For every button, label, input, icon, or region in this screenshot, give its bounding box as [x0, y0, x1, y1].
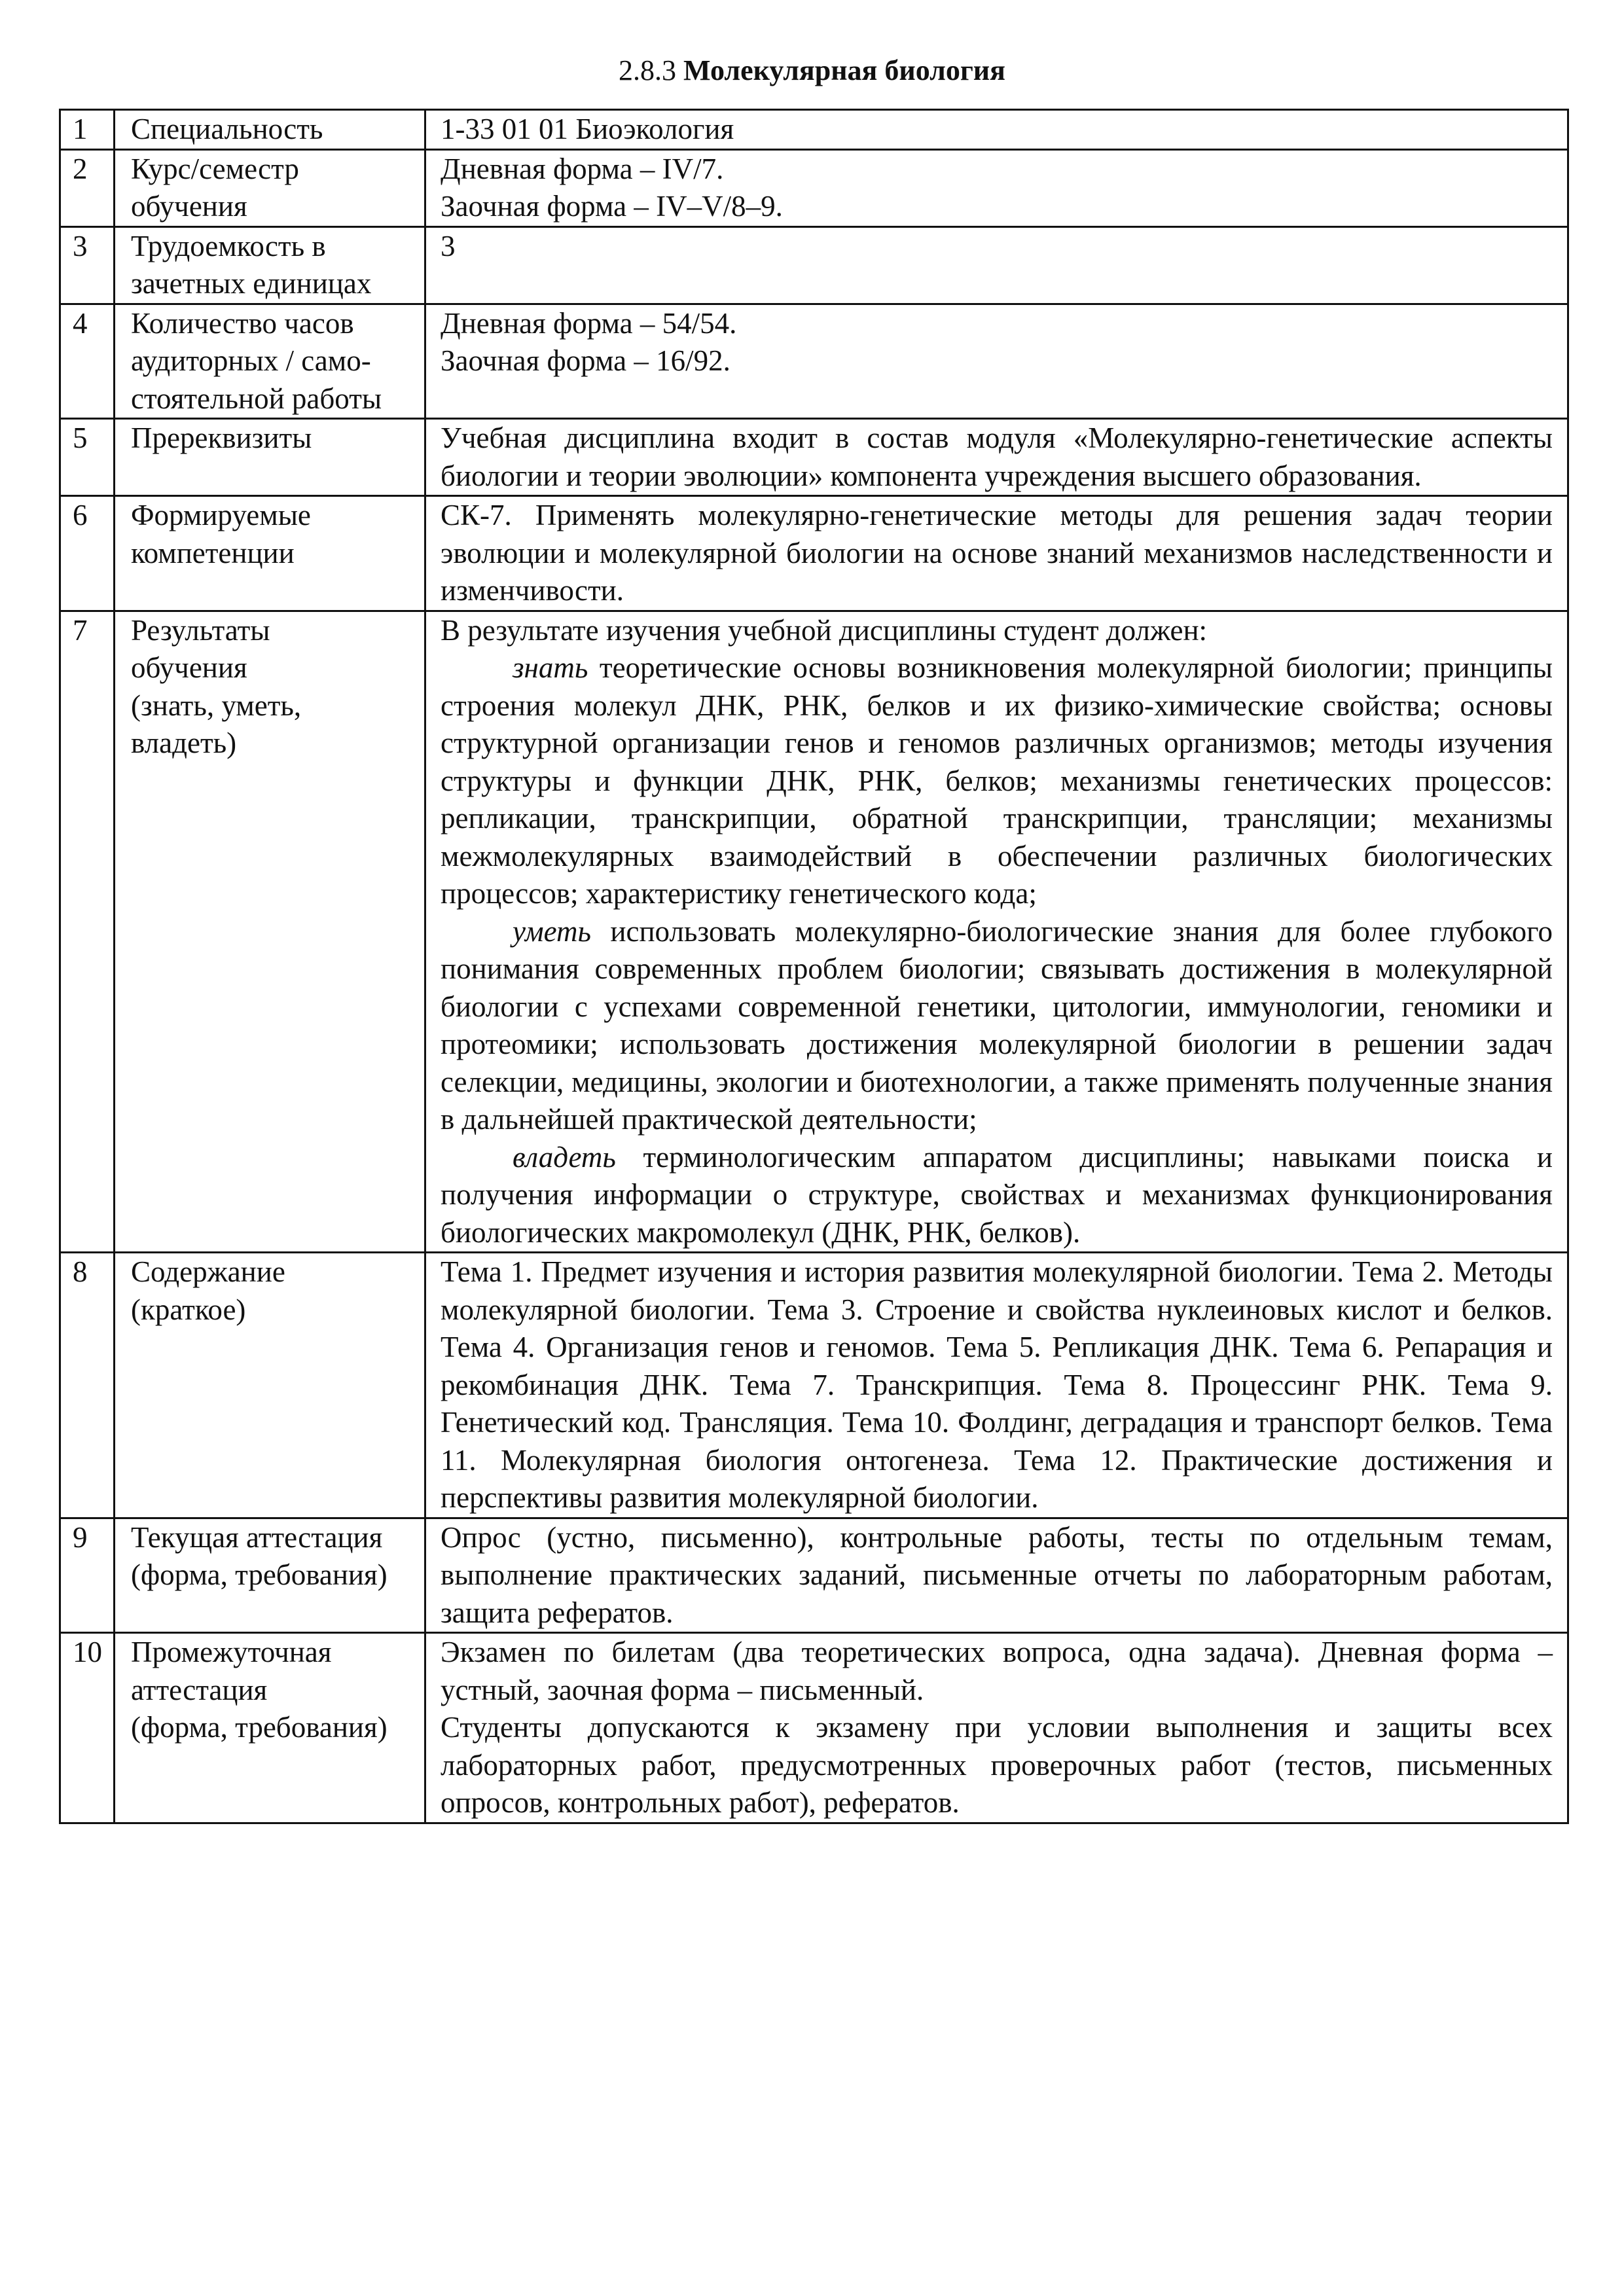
table-row: [60, 419, 1568, 496]
row-label: [115, 496, 425, 611]
section-heading: [0, 52, 1624, 89]
row-value-line: 1-33 01 01 Биоэкология: [441, 113, 734, 145]
discipline-spec-table: [59, 109, 1569, 1824]
row-value: [425, 1633, 1568, 1823]
row-label-line: зачетных единицах: [131, 267, 372, 300]
keyword-know: знать: [513, 651, 588, 684]
row-number: 9: [60, 1518, 115, 1633]
row-number: 10: [60, 1633, 115, 1823]
table-row: [60, 149, 1568, 226]
section-number: 2.8.3: [619, 54, 677, 86]
table-row: [60, 226, 1568, 304]
learning-outcomes-own: [441, 1139, 1553, 1252]
row-label: [115, 611, 425, 1253]
row-value-line: 3: [441, 229, 456, 262]
row-label: [115, 1633, 425, 1823]
row-label: [115, 226, 425, 304]
row-value-line: Дневная форма – 54/54.: [441, 306, 737, 340]
row-label-line: Формируемые: [131, 499, 311, 531]
row-label-line: Пререквизиты: [131, 422, 312, 454]
row-number: 3: [60, 226, 115, 304]
row-value: [425, 226, 1568, 304]
row-value: Тема 1. Предмет изучения и история развития молекулярной биологии. Тема 2. Методы молекулярной биологии. Тема 3. Строение и свойства нуклеиновых кислот и белков. Тема 4. Организация генов и геномов. Тема 5. Репликация ДНК. Тема 6. Репарация и рекомбинация ДНК. Тема 7. Транскрипция. Тема 8. Процессинг РНК. Тема 9. Генетический код. Трансляция. Тема 10. Фолдинг, деградация и транспорт белков. Тема 11. Молекулярная биология онтогенеза. Тема 12. Практические достижения и перспективы развития молекулярной биологии.: [425, 1253, 1568, 1518]
row-number: 5: [60, 419, 115, 496]
row-label-line: Количество часов: [131, 306, 354, 340]
row-label-line: Текущая аттестация: [131, 1520, 383, 1554]
table-row: [60, 110, 1568, 150]
row-label: [115, 110, 425, 150]
row-number: 7: [60, 611, 115, 1253]
row-number: 4: [60, 304, 115, 419]
row-value: [425, 110, 1568, 150]
row-label-line: обучения: [131, 190, 247, 223]
table-row: [60, 611, 1568, 1253]
row-label-line: Специальность: [131, 113, 323, 145]
table-row: [60, 1253, 1568, 1518]
row-label-line: Промежуточная: [131, 1636, 332, 1668]
row-value-line: Заочная форма – IV–V/8–9.: [441, 190, 783, 223]
row-label-line: (краткое): [131, 1293, 246, 1326]
row-value: СК-7. Применять молекулярно-генетические методы для решения задач теории эволюции и молекулярной биологии на основе знаний механизмов наследственности и изменчивости.: [425, 496, 1568, 611]
row-label-line: стоятельной работы: [131, 382, 382, 415]
row-value: Учебная дисциплина входит в состав модуля «Молекулярно-генетические аспекты биологии и теории эволюции» компонента учреждения высшего образования.: [425, 419, 1568, 496]
row-number: 2: [60, 149, 115, 226]
row-label-line: (форма, требования): [131, 1558, 388, 1591]
row-label: [115, 1518, 425, 1633]
row-number: 8: [60, 1253, 115, 1518]
exam-format-text: Экзамен по билетам (два теоретических вопроса, одна задача). Дневная форма – устный, заочная форма – письменный.: [441, 1636, 1553, 1706]
row-label: [115, 149, 425, 226]
learning-outcomes-can: [441, 913, 1553, 1139]
row-value: [425, 149, 1568, 226]
section-title: Молекулярная биология: [683, 54, 1005, 86]
learning-outcomes-intro: В результате изучения учебной дисциплины студент должен:: [441, 613, 1208, 647]
can-text: использовать молекулярно-биологические знания для более глубокого понимания современных проблем биологии; связывать достижения в молекулярной биологии с успехами современной генетики, цитологии, иммунологии, геномики и протеомики; использовать достижения молекулярной биологии в решении задач селекции, медицины, экологии и биотехнологии, а также применять полученные знания в дальнейшей практической деятельности;: [441, 914, 1553, 1136]
own-text: терминологическим аппаратом дисциплины; навыками поиска и получения информации о структуре, свойствах и механизмах функционирования биологических макромолекул (ДНК, РНК, белков).: [441, 1140, 1553, 1249]
table-row: [60, 304, 1568, 419]
table-row: [60, 496, 1568, 611]
row-label-line: компетенции: [131, 536, 295, 569]
row-label: [115, 419, 425, 496]
row-number: 1: [60, 110, 115, 150]
keyword-own: владеть: [513, 1140, 616, 1174]
row-value: [425, 304, 1568, 419]
table-row: [60, 1633, 1568, 1823]
row-label: [115, 1253, 425, 1518]
row-label-line: аттестация: [131, 1673, 268, 1706]
row-value-line: Дневная форма – IV/7.: [441, 152, 724, 185]
row-label-line: Курс/семестр: [131, 152, 299, 185]
row-label-line: аудиторных / само-: [131, 344, 371, 377]
row-value: Опрос (устно, письменно), контрольные работы, тесты по отдельным темам, выполнение практических заданий, письменные отчеты по лабораторным работам, защита рефератов.: [425, 1518, 1568, 1633]
row-label-line: Результаты: [131, 613, 270, 647]
row-label-line: обучения: [131, 651, 247, 684]
row-value: [425, 611, 1568, 1253]
row-number: 6: [60, 496, 115, 611]
row-label-line: Содержание: [131, 1255, 285, 1288]
row-label: [115, 304, 425, 419]
row-label-line: (знать, уметь,: [131, 689, 302, 722]
table-row: [60, 1518, 1568, 1633]
row-value-line: Заочная форма – 16/92.: [441, 344, 731, 377]
row-label-line: владеть): [131, 726, 237, 759]
learning-outcomes-know: [441, 649, 1553, 913]
row-label-line: (форма, требования): [131, 1711, 388, 1744]
row-label-line: Трудоемкость в: [131, 229, 326, 262]
know-text: теоретические основы возникновения молекулярной биологии; принципы строения молекул ДНК, РНК, белков и их физико-химические свойства; основы структурной организации генов и геномов различных организмов; методы изучения структуры и функции ДНК, РНК, белков; механизмы генетических процессов: репликации, транскрипции, обратной транскрипции, трансляции; механизмы межмолекулярных взаимодействий в обеспечении различных биологических процессов; характеристику генетического кода;: [441, 651, 1553, 910]
keyword-can: уметь: [513, 914, 591, 948]
exam-admission-text: Студенты допускаются к экзамену при условии выполнения и защиты всех лабораторных работ, предусмотренных проверочных работ (тестов, письменных опросов, контрольных работ), рефератов.: [441, 1711, 1553, 1819]
